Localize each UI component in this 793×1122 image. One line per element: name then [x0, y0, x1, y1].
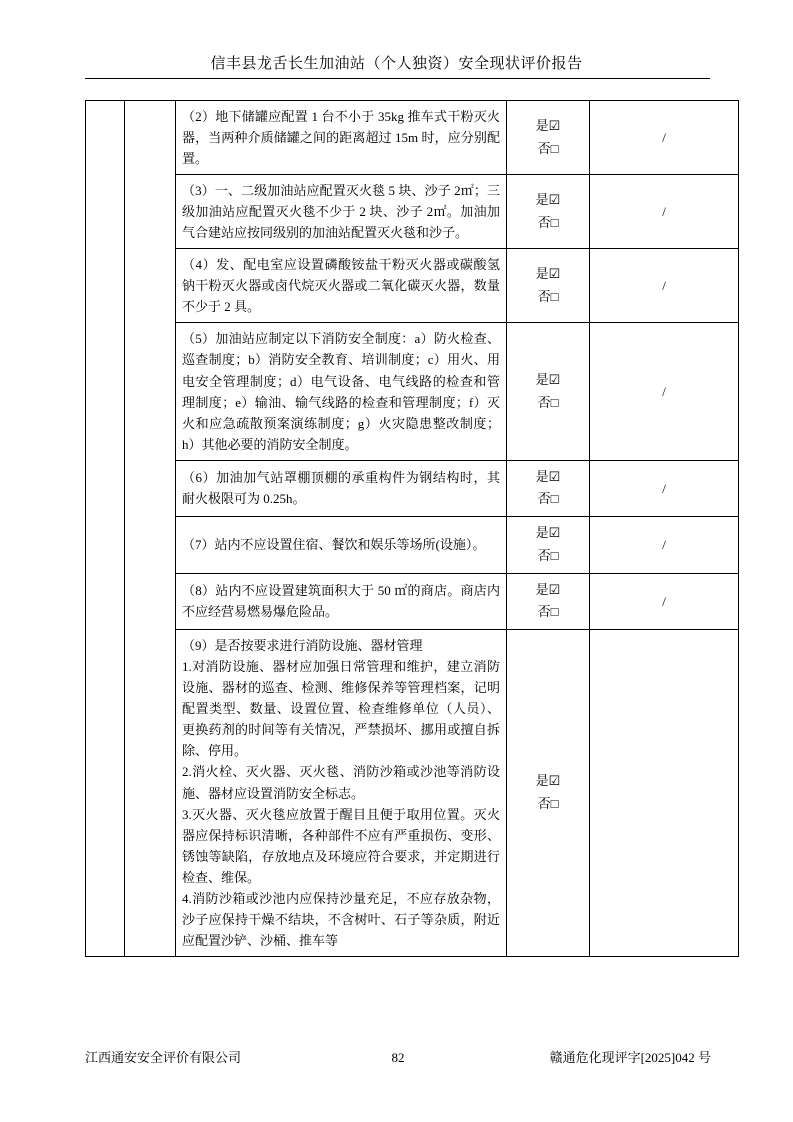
row-choice-cell[interactable]	[507, 101, 590, 175]
choice-yes[interactable]: 是☑	[535, 191, 561, 207]
row-item-text: （5）加油站应制定以下消防安全制度：a）防火检查、巡查制度；b）消防安全教育、培训制度；c）用火、用电安全管理制度；d）电气设备、电气线路的检查和管理制度；e）输油、输气线路的检查和管理制度；f）灭火和应急疏散预案演练制度；g）火灾隐患整改制度；h）其他必要的消防安全制度。	[176, 323, 507, 460]
table-row	[86, 323, 739, 460]
choice-no[interactable]: 否□	[537, 604, 559, 620]
choice-yes[interactable]: 是☑	[535, 266, 561, 282]
row-choice-cell[interactable]	[507, 517, 590, 574]
footer-company: 江西通安安全评价有限公司	[85, 1050, 242, 1065]
row-item-text: （2）地下储罐应配置 1 台不小于 35kg 推车式干粉灭火器，当两种介质储罐之间的距离超过 15m 时，应分别配置。	[176, 101, 507, 175]
row-choice-cell[interactable]	[507, 249, 590, 323]
row-note: /	[590, 460, 739, 517]
row-item-text: （3）一、二级加油站应配置灭火毯 5 块、沙子 2㎡；三级加油站应配置灭火毯不少于 2 块、沙子 2㎡。加油加气合建站应按同级别的加油站配置灭火毯和沙子。	[176, 175, 507, 249]
checklist-table	[85, 100, 739, 957]
choice-no[interactable]: 否□	[537, 288, 559, 304]
page-content	[85, 100, 711, 957]
choice-yes[interactable]: 是☑	[535, 117, 561, 133]
choice-yes[interactable]: 是☑	[535, 581, 561, 597]
row-choice-cell[interactable]	[507, 175, 590, 249]
choice-no[interactable]: 否□	[537, 140, 559, 156]
page-header: 信丰县龙舌长生加油站（个人独资）安全现状评价报告	[210, 56, 583, 72]
choice-no[interactable]: 否□	[537, 394, 559, 410]
choice-yes[interactable]: 是☑	[535, 773, 561, 789]
row-choice-cell[interactable]	[507, 573, 590, 630]
choice-no[interactable]: 否□	[537, 547, 559, 563]
row-item-text: （9）是否按要求进行消防设施、器材管理 1.对消防设施、器材应加强日常管理和维护，建立消防设施、器材的巡查、检测、维修保养等管理档案，记明配置类型、数量、设置位置、检查维修单位（人员）、更换药剂的时间等有关情况，严禁损坏、挪用或擅自拆除、停用。 2.消火栓、灭火器、灭火毯、消防沙箱或沙池等消防设施、器材应设置消防安全标志。 3.灭火器、灭火毯应放置于醒目且便于取用位置。灭火器应保持标识清晰，各种部件不应有严重损伤、变形、锈蚀等缺陷，存放地点及环境应符合要求，并定期进行检查、维保。 4.消防沙箱或沙池内应保持沙量充足，不应存放杂物，沙子应保持干燥不结块，不含树叶、石子等杂质，附近应配置沙铲、沙桶、推车等	[176, 630, 507, 957]
row-note: /	[590, 175, 739, 249]
row-choice-cell[interactable]	[507, 630, 590, 957]
row-choice-cell[interactable]	[507, 323, 590, 460]
table-row	[86, 573, 739, 630]
choice-no[interactable]: 否□	[537, 214, 559, 230]
footer-page-number: 82	[391, 1050, 405, 1065]
row-note: /	[590, 573, 739, 630]
choice-no[interactable]: 否□	[537, 796, 559, 812]
footer-doc-number: 赣通危化现评字[2025]042 号	[549, 1050, 711, 1065]
choice-yes[interactable]: 是☑	[535, 371, 561, 387]
row-note: /	[590, 517, 739, 574]
table-row	[86, 249, 739, 323]
row-note: /	[590, 101, 739, 175]
row-category-cell	[86, 101, 125, 957]
header-divider	[85, 78, 710, 79]
choice-yes[interactable]: 是☑	[535, 525, 561, 541]
row-item-text: （6）加油加气站罩棚顶棚的承重构件为钢结构时，其耐火极限可为 0.25h。	[176, 460, 507, 517]
table-row	[86, 175, 739, 249]
row-note: /	[590, 323, 739, 460]
row-note: /	[590, 249, 739, 323]
choice-no[interactable]: 否□	[537, 491, 559, 507]
table-row	[86, 517, 739, 574]
row-note	[590, 630, 739, 957]
table-row	[86, 460, 739, 517]
choice-yes[interactable]: 是☑	[535, 468, 561, 484]
row-item-text: （7）站内不应设置住宿、餐饮和娱乐等场所(设施）。	[176, 517, 507, 574]
row-item-text: （4）发、配电室应设置磷酸铵盐干粉灭火器或碳酸氢钠干粉灭火器或卤代烷灭火器或二氧化碳灭火器，数量不少于 2 具。	[176, 249, 507, 323]
checklist-table-body	[86, 101, 739, 957]
row-subcategory-cell	[125, 101, 176, 957]
row-item-text: （8）站内不应设置建筑面积大于 50 ㎡的商店。商店内不应经营易燃易爆危险品。	[176, 573, 507, 630]
table-row	[86, 101, 739, 175]
row-choice-cell[interactable]	[507, 460, 590, 517]
table-row	[86, 630, 739, 957]
